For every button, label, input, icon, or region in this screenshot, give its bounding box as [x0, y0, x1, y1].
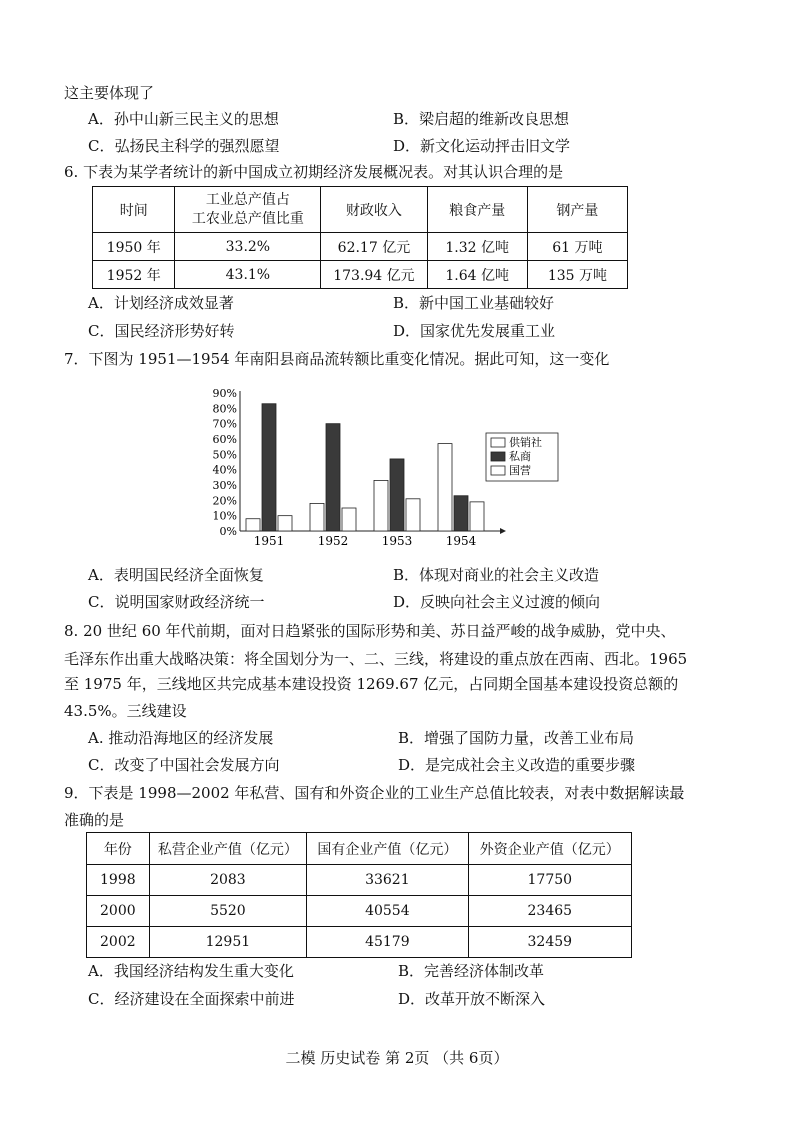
- page-footer: 二模 历史试卷 第 2页 （共 6页）: [285, 1049, 509, 1067]
- q8-option-c: C．改变了中国社会发展方向: [88, 756, 280, 774]
- q6-header-line: 工农业总产值比重: [191, 210, 304, 227]
- y-tick-label: 30%: [212, 479, 237, 492]
- q7-option-d: D．反映向社会主义过渡的倾向: [393, 593, 601, 611]
- q9-cell: 17750: [468, 865, 631, 896]
- q9-option-c: C．经济建设在全面探索中前进: [88, 990, 295, 1008]
- q6-header-row: [93, 187, 628, 233]
- y-tick-label: 80%: [212, 402, 237, 416]
- bar-3: [278, 516, 292, 531]
- y-tick-label: 90%: [212, 387, 237, 400]
- legend-label: 国营: [509, 464, 531, 477]
- q8-stem-line: 毛泽东作出重大战略决策：将全国划分为一、二、三线，将建设的重点放在西南、西北。1965: [64, 650, 688, 668]
- q5-option-c: C．弘扬民主科学的强烈愿望: [88, 137, 280, 155]
- bar-2: [390, 459, 404, 531]
- q9-header-cell: 国有企业产值（亿元）: [307, 833, 468, 865]
- legend-swatch: [491, 466, 505, 475]
- q6-cell: 61 万吨: [527, 233, 627, 261]
- q6-header-cell: 粮食产量: [427, 187, 527, 233]
- q9-stem-line: 9．下表是 1998—2002 年私营、国有和外资企业的工业生产总值比较表，对表中数据解读最: [64, 784, 685, 802]
- table-row: [87, 865, 632, 896]
- q6-stem: 6. 下表为某学者统计的新中国成立初期经济发展概况表。对其认识合理的是: [64, 163, 564, 181]
- q7-option-b: B．体现对商业的社会主义改造: [393, 566, 600, 584]
- q6-cell: 1.32 亿吨: [427, 233, 527, 261]
- legend-swatch: [491, 452, 505, 461]
- q6-cell: 1950 年: [93, 233, 175, 261]
- bar-2: [262, 404, 276, 531]
- q6-cell: 135 万吨: [527, 261, 627, 289]
- bar-3: [342, 508, 356, 531]
- q6-header-cell: 钢产量: [527, 187, 627, 233]
- q6-header-cell: 财政收入: [321, 187, 427, 233]
- q8-stem-line: 8. 20 世纪 60 年代前期，面对日趋紧张的国际形势和美、苏日益严峻的战争威胁，党中央、: [64, 622, 676, 640]
- q9-header-cell: 年份: [87, 833, 150, 865]
- q7-bar-chart: [212, 385, 568, 555]
- x-tick-label: 1953: [381, 534, 413, 548]
- y-tick-label: 50%: [212, 448, 237, 462]
- q6-header-cell: 时间: [93, 187, 175, 233]
- q9-cell: 2000: [87, 896, 150, 927]
- bar-1: [246, 519, 260, 531]
- q6-cell: 43.1%: [175, 261, 321, 289]
- q6-cell: 62.17 亿元: [321, 233, 427, 261]
- q6-option-a: A．计划经济成效显著: [88, 294, 234, 312]
- y-tick-label: 20%: [212, 494, 237, 508]
- q6-cell: 33.2%: [175, 233, 321, 261]
- y-tick-label: 40%: [212, 463, 237, 477]
- q8-option-a: A. 推动沿海地区的经济发展: [88, 729, 274, 747]
- table-row: [93, 261, 628, 289]
- y-tick-label: 60%: [212, 433, 237, 446]
- q5-option-b: B．梁启超的维新改良思想: [393, 110, 570, 128]
- q9-cell: 23465: [468, 896, 631, 927]
- q9-cell: 33621: [307, 865, 468, 896]
- q9-option-d: D．改革开放不断深入: [398, 990, 546, 1008]
- q6-header-line: 工业总产值占: [205, 191, 290, 208]
- q5-option-d: D．新文化运动抨击旧文学: [393, 137, 571, 155]
- q6-header-cell: [175, 187, 321, 233]
- q9-header-row: [87, 833, 632, 865]
- q9-cell: 2083: [149, 865, 306, 896]
- q8-stem-line: 43.5%。三线建设: [64, 702, 187, 720]
- bar-1: [374, 480, 388, 531]
- q6-table: [92, 186, 628, 289]
- q9-cell: 45179: [307, 927, 468, 958]
- x-tick-label: 1952: [317, 534, 349, 548]
- y-tick-label: 10%: [212, 509, 237, 523]
- bar-1: [438, 444, 452, 531]
- q9-option-a: A．我国经济结构发生重大变化: [88, 962, 294, 980]
- x-tick-label: 1954: [445, 534, 477, 548]
- x-axis-arrow: [500, 528, 506, 534]
- q9-header-cell: 外资企业产值（亿元）: [468, 833, 631, 865]
- bar-3: [470, 502, 484, 531]
- q8-option-b: B．增强了国防力量，改善工业布局: [398, 729, 635, 747]
- q6-option-c: C．国民经济形势好转: [88, 322, 235, 340]
- legend-label: 供销社: [509, 436, 542, 449]
- bar-2: [326, 424, 340, 531]
- x-tick-label: 1951: [253, 534, 285, 548]
- q9-cell: 2002: [87, 927, 150, 958]
- q9-option-b: B．完善经济体制改革: [398, 962, 545, 980]
- y-tick-label: 70%: [212, 417, 237, 431]
- bar-3: [406, 499, 420, 531]
- q5-option-a: A．孙中山新三民主义的思想: [88, 110, 279, 128]
- q5-stem: 这主要体现了: [64, 84, 155, 102]
- q8-stem-line: 至 1975 年，三线地区共完成基本建设投资 1269.67 亿元，占同期全国基本建设投资总额的: [64, 675, 679, 693]
- q9-cell: 32459: [468, 927, 631, 958]
- table-row: [93, 233, 628, 261]
- table-row: [87, 896, 632, 927]
- q9-cell: 12951: [149, 927, 306, 958]
- bar-1: [310, 503, 324, 531]
- table-row: [87, 927, 632, 958]
- y-tick-label: 0%: [219, 525, 237, 538]
- q9-cell: 5520: [149, 896, 306, 927]
- q9-stem-line: 准确的是: [64, 811, 125, 829]
- q6-option-b: B．新中国工业基础较好: [393, 294, 555, 312]
- q9-cell: 40554: [307, 896, 468, 927]
- q8-option-d: D．是完成社会主义改造的重要步骤: [398, 756, 636, 774]
- legend-swatch: [491, 438, 505, 447]
- q9-cell: 1998: [87, 865, 150, 896]
- q7-option-c: C．说明国家财政经济统一: [88, 593, 265, 611]
- q9-header-cell: 私营企业产值（亿元）: [149, 833, 306, 865]
- q6-cell: 1.64 亿吨: [427, 261, 527, 289]
- bar-2: [454, 496, 468, 531]
- q9-table: [86, 832, 632, 958]
- q6-option-d: D．国家优先发展重工业: [393, 322, 556, 340]
- q6-cell: 173.94 亿元: [321, 261, 427, 289]
- q7-option-a: A．表明国民经济全面恢复: [88, 566, 264, 584]
- legend-label: 私商: [509, 450, 531, 463]
- q6-cell: 1952 年: [93, 261, 175, 289]
- q7-stem: 7．下图为 1951—1954 年南阳县商品流转额比重变化情况。据此可知，这一变化: [64, 350, 610, 368]
